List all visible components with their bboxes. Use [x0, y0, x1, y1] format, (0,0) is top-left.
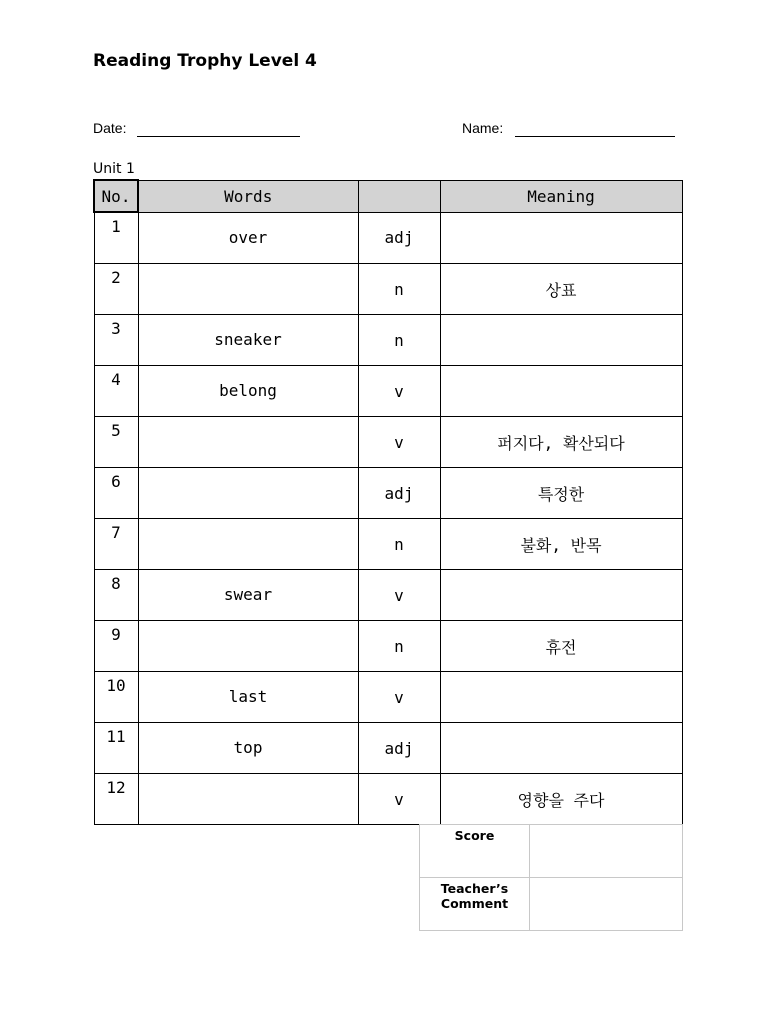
word-cell[interactable]: last [138, 672, 358, 723]
table-row [94, 417, 682, 468]
teacher-comment-label-line1: Teacher’s [440, 881, 509, 896]
word-cell[interactable] [138, 468, 358, 519]
table-row [94, 621, 682, 672]
meaning-cell[interactable] [440, 212, 682, 264]
date-field[interactable] [137, 136, 300, 137]
table-row [94, 723, 682, 774]
table-row [94, 468, 682, 519]
part-of-speech-cell: n [358, 315, 440, 366]
part-of-speech-cell: v [358, 366, 440, 417]
meaning-cell[interactable]: 특정한 [440, 468, 682, 519]
part-of-speech-cell: n [358, 519, 440, 570]
word-cell[interactable] [138, 519, 358, 570]
vocabulary-table [93, 179, 683, 825]
column-header-meaning: Meaning [440, 180, 682, 212]
score-label: Score [420, 825, 530, 878]
table-row [94, 366, 682, 417]
row-number: 4 [94, 366, 138, 417]
row-number: 8 [94, 570, 138, 621]
table-row [94, 315, 682, 366]
row-number: 5 [94, 417, 138, 468]
meaning-cell[interactable] [440, 366, 682, 417]
word-cell[interactable]: over [138, 212, 358, 264]
score-box [419, 824, 683, 931]
column-header-part-of-speech [358, 180, 440, 212]
row-number: 1 [94, 212, 138, 264]
row-number: 11 [94, 723, 138, 774]
row-number: 7 [94, 519, 138, 570]
part-of-speech-cell: adj [358, 468, 440, 519]
part-of-speech-cell: n [358, 264, 440, 315]
name-field[interactable] [515, 136, 675, 137]
word-cell[interactable]: top [138, 723, 358, 774]
teacher-comment-label [420, 878, 530, 931]
score-row [420, 825, 683, 878]
page-title: Reading Trophy Level 4 [93, 51, 317, 71]
teacher-comment-label-line2: Comment [440, 896, 509, 911]
word-cell[interactable]: swear [138, 570, 358, 621]
date-label: Date: [93, 120, 127, 136]
table-row [94, 570, 682, 621]
unit-label: Unit 1 [93, 161, 135, 177]
table-row [94, 774, 682, 825]
row-number: 10 [94, 672, 138, 723]
column-header-words: Words [138, 180, 358, 212]
row-number: 3 [94, 315, 138, 366]
meaning-cell[interactable]: 상표 [440, 264, 682, 315]
part-of-speech-cell: adj [358, 723, 440, 774]
name-label: Name: [462, 120, 504, 136]
part-of-speech-cell: v [358, 672, 440, 723]
meaning-cell[interactable] [440, 723, 682, 774]
word-cell[interactable] [138, 417, 358, 468]
teacher-comment-value-cell[interactable] [530, 878, 683, 931]
row-number: 12 [94, 774, 138, 825]
part-of-speech-cell: n [358, 621, 440, 672]
part-of-speech-cell: adj [358, 212, 440, 264]
row-number: 9 [94, 621, 138, 672]
meaning-cell[interactable]: 휴전 [440, 621, 682, 672]
word-cell[interactable]: belong [138, 366, 358, 417]
part-of-speech-cell: v [358, 417, 440, 468]
score-value-cell[interactable] [530, 825, 683, 878]
comment-row [420, 878, 683, 931]
part-of-speech-cell: v [358, 774, 440, 825]
row-number: 2 [94, 264, 138, 315]
part-of-speech-cell: v [358, 570, 440, 621]
meaning-cell[interactable]: 불화, 반목 [440, 519, 682, 570]
meaning-cell[interactable]: 퍼지다, 확산되다 [440, 417, 682, 468]
word-cell[interactable] [138, 774, 358, 825]
table-row [94, 212, 682, 264]
table-row [94, 264, 682, 315]
meaning-cell[interactable] [440, 315, 682, 366]
column-header-no: No. [94, 180, 138, 212]
table-header-row [94, 180, 682, 212]
row-number: 6 [94, 468, 138, 519]
meaning-cell[interactable] [440, 570, 682, 621]
word-cell[interactable] [138, 264, 358, 315]
meaning-cell[interactable] [440, 672, 682, 723]
word-cell[interactable] [138, 621, 358, 672]
table-row [94, 672, 682, 723]
word-cell[interactable]: sneaker [138, 315, 358, 366]
meaning-cell[interactable]: 영향을 주다 [440, 774, 682, 825]
table-row [94, 519, 682, 570]
